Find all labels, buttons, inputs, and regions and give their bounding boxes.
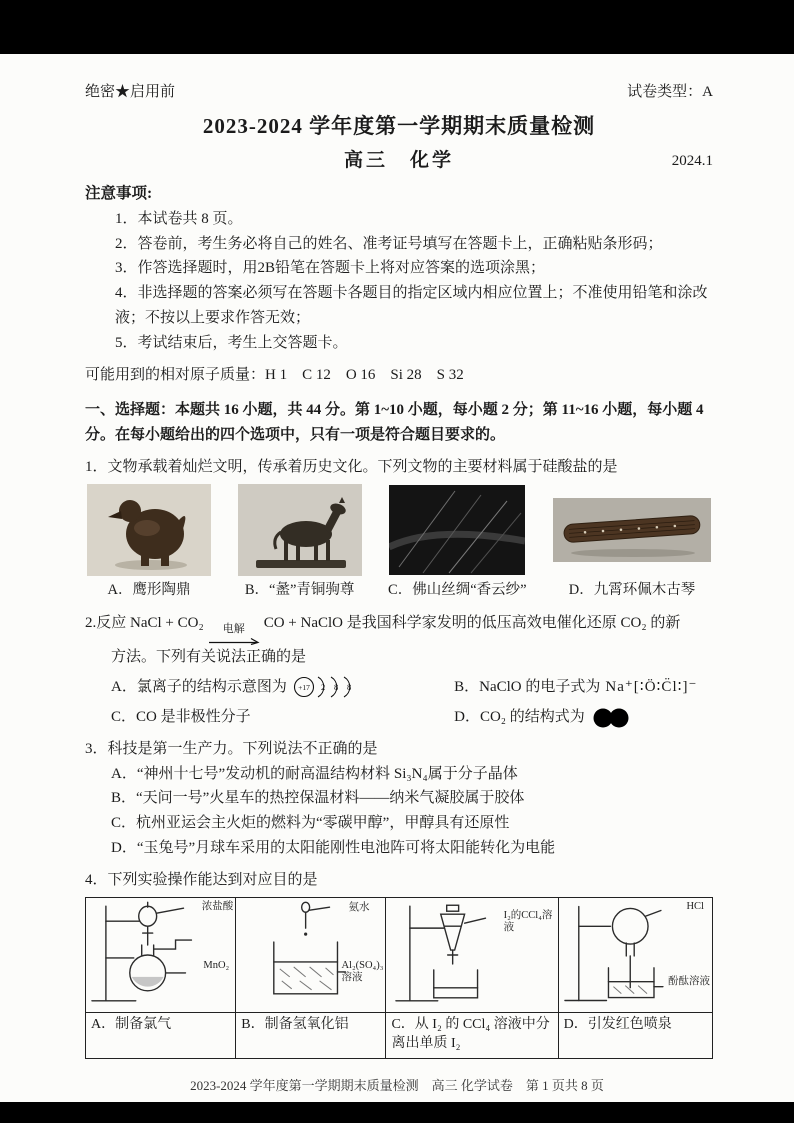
scan-artifact-bottom-bar xyxy=(0,1102,794,1123)
exam-subtitle-row xyxy=(85,145,713,173)
exam-title: 2023-2024 学年度第一学期期末质量检测 xyxy=(202,113,596,138)
svg-text:2: 2 xyxy=(320,682,326,693)
q2-option-c xyxy=(111,705,454,730)
q2-option-b-text: B．NaClO 的电子式为 xyxy=(454,678,601,695)
q3-option-c: C．杭州亚运会主火炬的燃料为“零碳甲醇”，甲醇具有还原性 xyxy=(111,815,510,832)
question-4-table xyxy=(85,897,713,1059)
artifact-image-pottery-eagle-ding xyxy=(85,484,213,576)
question-2-options xyxy=(85,672,713,730)
scan-artifact-top-bar xyxy=(0,0,794,54)
notice-item-3: 3．作答选择题时，用2B铅笔在答题卡上将对应答案的选项涂黑； xyxy=(115,260,546,277)
notice-item-1: 1．本试卷共 8 页。 xyxy=(115,210,243,227)
q2-option-a-text: A．氯离子的结构示意图为 xyxy=(111,678,287,695)
q4-caption-b: B．制备氢氧化铝 xyxy=(236,1012,386,1058)
fountain-experiment-diagram xyxy=(559,898,712,1010)
artifact-image-bronze-horse xyxy=(236,484,364,576)
q4-caption-c: C．从 I₂ 的 CCl₄ 溶液中分离出单质 I₂ xyxy=(386,1012,558,1058)
q1-option-b-label: B．“盠”青铜驹尊 xyxy=(244,582,355,599)
chlorine-generation-apparatus-diagram xyxy=(86,898,235,1010)
question-2-stem xyxy=(85,611,713,645)
q2-option-c-text: C．CO 是非极性分子 xyxy=(111,709,251,726)
security-notice: 绝密★启用前 xyxy=(85,84,176,100)
atomic-mass-line: 可能用到的相对原子质量：H 1 C 12 O 16 Si 28 S 32 xyxy=(85,367,464,384)
apparatus-cell-d xyxy=(559,898,712,1012)
co2-structure-figure xyxy=(590,706,632,730)
naclo-electron-formula: Na⁺[∶Ö∶C̈l∶]⁻ xyxy=(605,678,698,695)
silk-fabric-illustration xyxy=(389,485,525,575)
apparatus-cell-a xyxy=(86,898,236,1012)
guqin-illustration xyxy=(553,498,711,562)
q3-option-b: B．“天问一号”火星车的热控保温材料——纳米气凝胶属于胶体 xyxy=(111,790,525,807)
label-phenolphthalein: 酚酞溶液 xyxy=(667,976,710,988)
q4-caption-d: D．引发红色喷泉 xyxy=(559,1012,712,1058)
svg-text:+17: +17 xyxy=(297,683,310,693)
question-1-stem: 1．文物承载着灿烂文明，传承着历史文化。下列文物的主要材料属于硅酸盐的是 xyxy=(85,458,618,475)
notice-heading: 注意事项: xyxy=(85,185,153,203)
question-4-stem: 4．下列实验操作能达到对应目的是 xyxy=(85,871,318,888)
q2-option-d-text: D．CO₂ 的结构式为 xyxy=(454,709,585,726)
artifact-image-wooden-guqin xyxy=(551,498,713,562)
svg-text:8: 8 xyxy=(333,682,339,693)
q4-caption-a: A．制备氯气 xyxy=(86,1012,236,1058)
apparatus-cell-b xyxy=(236,898,386,1012)
arrow-icon xyxy=(208,636,260,645)
apparatus-cell-c xyxy=(386,898,558,1012)
q3-option-a: A．“神州十七号”发动机的耐高温结构材料 Si₃N₄属于分子晶体 xyxy=(111,765,518,782)
page-content xyxy=(85,54,713,1059)
q2-stem-prefix: 2.反应 NaCl + CO₂ xyxy=(85,615,204,632)
notice-item-4: 4．非选择题的答案必须写在答题卡各题目的指定区域内相应位置上；不准使用铅笔和涂改液；不按以上要求作答无效； xyxy=(115,285,708,326)
paper-header-row xyxy=(85,80,713,105)
reaction-arrow xyxy=(208,624,260,645)
exam-date: 2024.1 xyxy=(671,152,713,169)
q2-option-d xyxy=(454,705,713,730)
artifact-image-silk-fabric xyxy=(386,485,528,575)
label-conc-hcl: 浓盐酸 xyxy=(201,901,234,913)
notice-item-5: 5．考试结束后，考生上交答题卡。 xyxy=(115,334,348,351)
q1-option-a-label: A．鹰形陶鼎 xyxy=(107,582,191,599)
label-i2-ccl4-solution: I₂的CCl₄溶液 xyxy=(503,910,553,934)
q2-option-a xyxy=(111,672,454,702)
pottery-eagle-illustration xyxy=(87,484,211,576)
aluminium-hydroxide-prep-diagram xyxy=(236,898,385,1010)
q2-option-b xyxy=(454,672,713,702)
label-ammonia: 氨水 xyxy=(348,902,370,914)
label-mno2: MnO₂ xyxy=(203,960,230,972)
q3-option-d: D．“玉兔号”月球车采用的太阳能刚性电池阵可将太阳能转化为电能 xyxy=(111,839,556,856)
notice-item-2: 2．答卷前，考生务必将自己的姓名、准考证号填写在答题卡上，正确粘贴条形码； xyxy=(115,235,663,252)
bronze-horse-illustration xyxy=(238,484,362,576)
reaction-condition-label: 电解 xyxy=(222,623,245,636)
page-footer: 2023-2024 学年度第一学期期末质量检测 高三 化学试卷 第 1 页共 8 页 xyxy=(190,1078,604,1093)
q1-option-d-label: D．九霄环佩木古琴 xyxy=(568,582,696,599)
q1-option-c-label: C．佛山丝绸“香云纱” xyxy=(388,582,527,599)
svg-text:8: 8 xyxy=(346,682,352,693)
exam-subject: 高三 化学 xyxy=(343,150,454,172)
question-3-stem: 3．科技是第一生产力。下列说法不正确的是 xyxy=(85,740,378,757)
chloride-ion-structure-diagram xyxy=(292,672,360,702)
label-al2so43-solution: Al₂(SO₄)₃溶液 xyxy=(341,960,384,984)
section-one-heading: 一、选择题：本题共 16 小题，共 44 分。第 1~10 小题，每小题 2 分；第 11~16 小题，每小题 4 分。在每小题给出的四个选项中，只有一项是符合题目要求的。 xyxy=(85,402,704,443)
question-1-figures xyxy=(85,484,713,603)
q2-stem-suffix: CO + NaClO 是我国科学家发明的低压高效电催化还原 CO₂ 的新 xyxy=(263,615,681,632)
label-hcl: HCl xyxy=(686,901,704,913)
q2-stem-continued: 方法。下列有关说法正确的是 xyxy=(111,649,307,666)
paper-type-label: 试卷类型：A xyxy=(627,84,713,100)
